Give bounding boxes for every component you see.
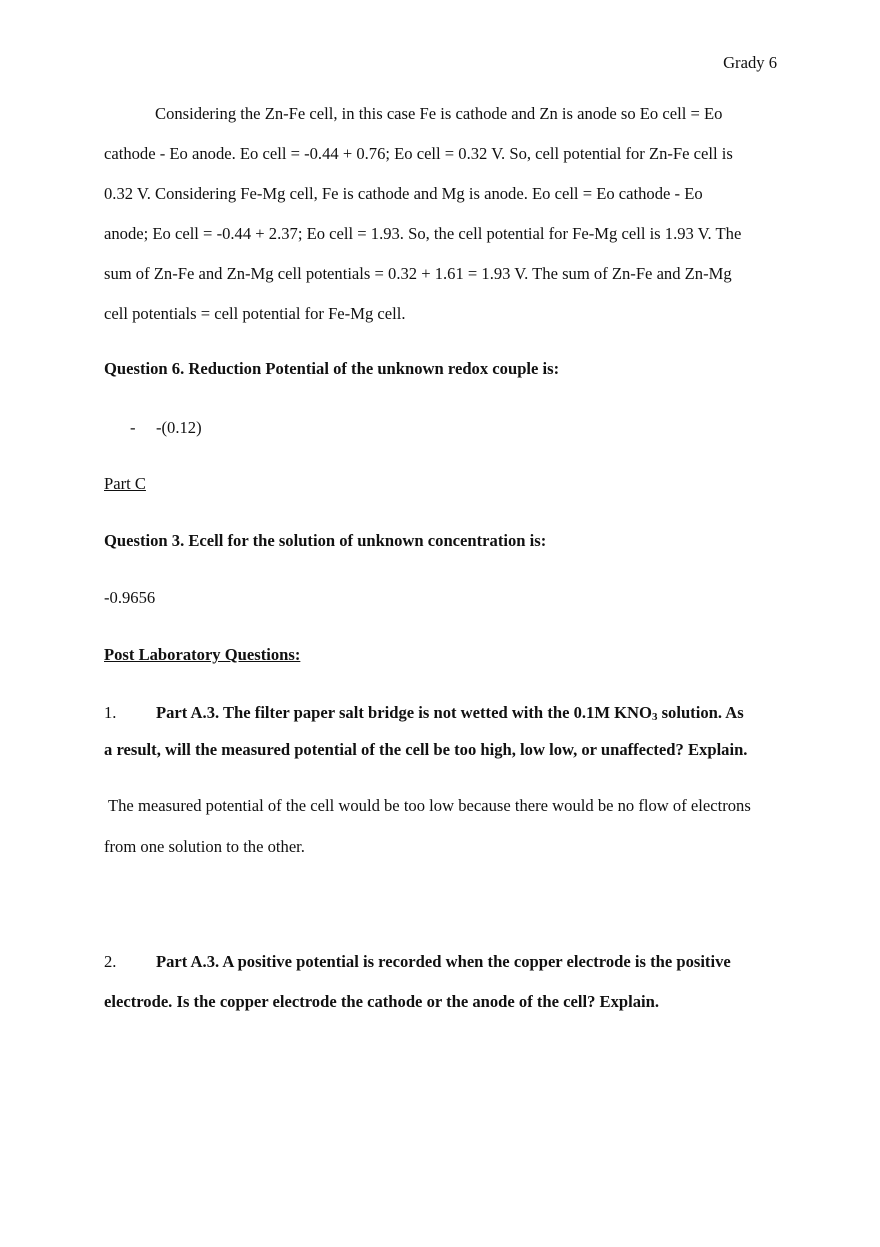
- answer-line: from one solution to the other.: [104, 837, 305, 856]
- question-line: [156, 703, 744, 723]
- question3-heading: Question 3. Ecell for the solution of unknown concentration is:: [104, 531, 547, 550]
- answer-line: The measured potential of the cell would be too low because there would be no flow of electrons: [108, 796, 751, 815]
- post-lab-heading: Post Laboratory Questions:: [104, 645, 301, 664]
- paragraph-line: cell potentials = cell potential for Fe-Mg cell.: [104, 304, 406, 323]
- question3-answer: -0.9656: [104, 588, 156, 607]
- subscript: 3: [651, 711, 658, 723]
- bullet-dash: -: [130, 418, 136, 437]
- question-line: electrode. Is the copper electrode the cathode or the anode of the cell? Explain.: [104, 992, 660, 1011]
- running-head: Grady 6: [723, 53, 777, 72]
- question-text: Part A.3. The filter paper salt bridge is not wetted with the 0.1M KNO: [156, 703, 652, 722]
- paragraph-line: anode; Eo cell = -0.44 + 2.37; Eo cell = 1.93. So, the cell potential for Fe-Mg cell is 1.93 V. The: [104, 224, 742, 243]
- question-line: Part A.3. A positive potential is recorded when the copper electrode is the positive: [156, 952, 731, 971]
- question-number: 2.: [104, 952, 117, 971]
- paragraph-line: cathode - Eo anode. Eo cell = -0.44 + 0.76; Eo cell = 0.32 V. So, cell potential for Zn-Fe cell is: [104, 144, 733, 163]
- paragraph-line: sum of Zn-Fe and Zn-Mg cell potentials = 0.32 + 1.61 = 1.93 V. The sum of Zn-Fe and Zn-Mg: [104, 264, 732, 283]
- question-text: solution. As: [657, 703, 744, 722]
- question6-answer: -(0.12): [156, 418, 202, 437]
- question-number: 1.: [104, 703, 117, 722]
- question-line: a result, will the measured potential of the cell be too high, low low, or unaffected? Explain.: [104, 740, 748, 759]
- question6-heading: Question 6. Reduction Potential of the unknown redox couple is:: [104, 359, 560, 378]
- paragraph-line: 0.32 V. Considering Fe-Mg cell, Fe is cathode and Mg is anode. Eo cell = Eo cathode - Eo: [104, 184, 703, 203]
- part-c-label: Part C: [104, 474, 146, 493]
- paragraph-line: Considering the Zn-Fe cell, in this case Fe is cathode and Zn is anode so Eo cell = Eo: [155, 104, 723, 123]
